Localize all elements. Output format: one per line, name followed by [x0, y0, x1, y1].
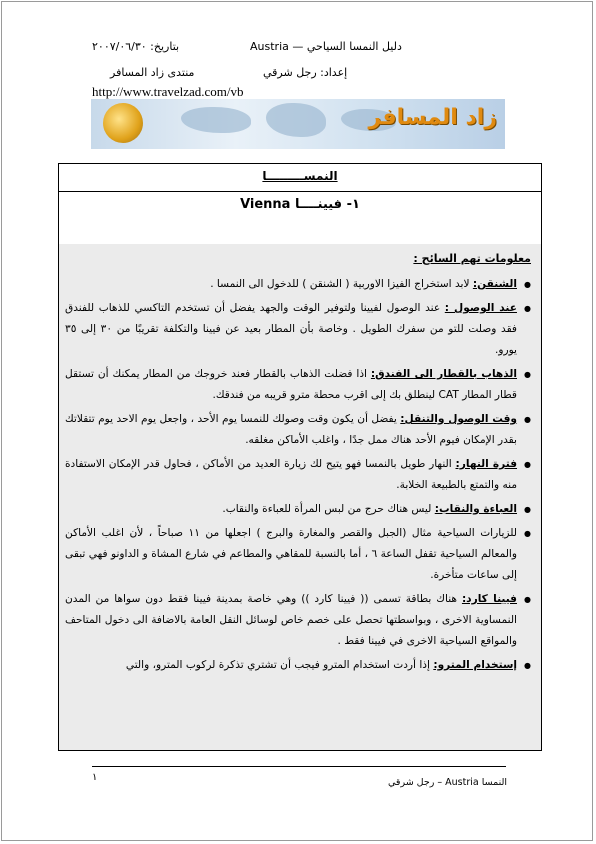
list-item — [65, 409, 531, 451]
item-text: إذا أردت استخدام المترو فيجب أن تشتري تذكرة لركوب المترو، والتي — [125, 659, 434, 671]
tourist-info-body — [59, 244, 541, 750]
section-title: معلومات تهم السائح : — [413, 252, 531, 265]
item-text: لابد استخراج الفيزا الاوربية ( الشنقن ) للدخول الى النمسا . — [210, 278, 473, 290]
item-term: وقت الوصول والتنقل: — [400, 413, 518, 425]
city-title: ١- فيينــــا Vienna — [240, 197, 360, 212]
item-term: عند الوصول : — [444, 302, 517, 314]
forum-name: منتدى زاد المسافر — [110, 66, 195, 79]
list-item — [65, 589, 531, 652]
footer-divider — [92, 766, 506, 767]
item-term: إستخدام المترو: — [433, 659, 517, 671]
banner-logo-text: زاد المسافر — [368, 105, 497, 130]
list-item — [65, 454, 531, 496]
content-table — [58, 163, 542, 751]
globe-logo-icon — [103, 103, 143, 143]
item-text: يفضل أن يكون وقت وصولك للنمسا يوم الأحد ، واجعل يوم الاحد يوم تتقلاتك بقدر الإمكان فيوم الأحد هناك ممل جدًا ، واغلب الأماكن مغلقه. — [65, 413, 517, 446]
country-title: النمســـــــــا — [262, 169, 338, 183]
date-line: بتاريخ: ٢٠٠٧/٠٦/٣٠ — [92, 40, 180, 53]
list-item — [65, 655, 531, 676]
item-term: الذهاب بالقطار الى الفندق: — [370, 368, 518, 380]
world-map-shape — [181, 107, 251, 133]
item-text: اذا فضلت الذهاب بالقطار فعند خروجك من المطار يمكنك أن تستقل قطار المطار CAT لينطلق بك إلى اقرب محطة مترو قريبه من فندقك. — [65, 368, 517, 401]
item-term: الشنقن: — [472, 278, 517, 290]
item-term: فترة النهار: — [455, 458, 518, 470]
page-number: ١ — [92, 772, 98, 783]
item-term: العباءة والنقاب: — [434, 503, 517, 515]
item-text: ليس هناك حرج من لبس المرأة للعباءة والنقاب. — [222, 503, 435, 515]
item-text: عند الوصول لفيينا ولتوفير الوقت والجهد يفضل أن تستخدم التاكسي للذهاب للفندق فقد وصلت للتو من سفرك الطويل . وخاصة بأن المطار بعيد عن فيينا والتكلفة تقريبًا من ٣٠ إلى ٣٥ يورو. — [65, 302, 517, 356]
author-line: إعداد: رجل شرقي — [263, 66, 348, 79]
item-text: النهار طويل بالنمسا فهو يتيح لك زيارة العديد من الأماكن ، فحاول قدر الإمكان الاستفادة منه والتمتع بالطبيعة الخلابة. — [65, 458, 517, 491]
forum-url-link[interactable]: http://www.travelzad.com/vb — [92, 84, 244, 99]
item-text: هناك بطاقة تسمى (( فيينا كارد )) وهي خاصة بمدينة فيينا فقط دون سواها من المدن النمساوية الاخرى ، وبواسطتها تحصل على خصم خاص لوسائل النقل العامة بالاضافة الى دخول المتاحف والمواقع السياحية الاخرى في فيينا فقط . — [65, 593, 517, 647]
forum-banner — [91, 99, 505, 149]
guide-title: دليل النمسا السياحي — Austria — [250, 40, 402, 53]
list-item — [65, 274, 531, 295]
list-item — [65, 499, 531, 520]
city-row — [59, 191, 541, 245]
list-item — [65, 298, 531, 361]
country-row — [59, 164, 541, 192]
item-term: فيينا كارد: — [461, 593, 517, 605]
info-list — [65, 274, 531, 676]
list-item — [65, 523, 531, 586]
world-map-shape — [266, 103, 326, 137]
list-item — [65, 364, 531, 406]
footer-text: النمسا Austria – رجل شرقي — [388, 777, 507, 788]
item-text: للزيارات السياحية مثال (الجبل والقصر والمغارة والبرج ) اجعلها من ١١ صباحاً ، لأن اغلب الأماكن والمعالم السياحية تقفل الساعة ٦ ، أما بالنسبة للمقاهي والمطاعم في شارع المشاة و الداونو فهي تبقى إلى ساعات متأخرة. — [65, 527, 517, 581]
